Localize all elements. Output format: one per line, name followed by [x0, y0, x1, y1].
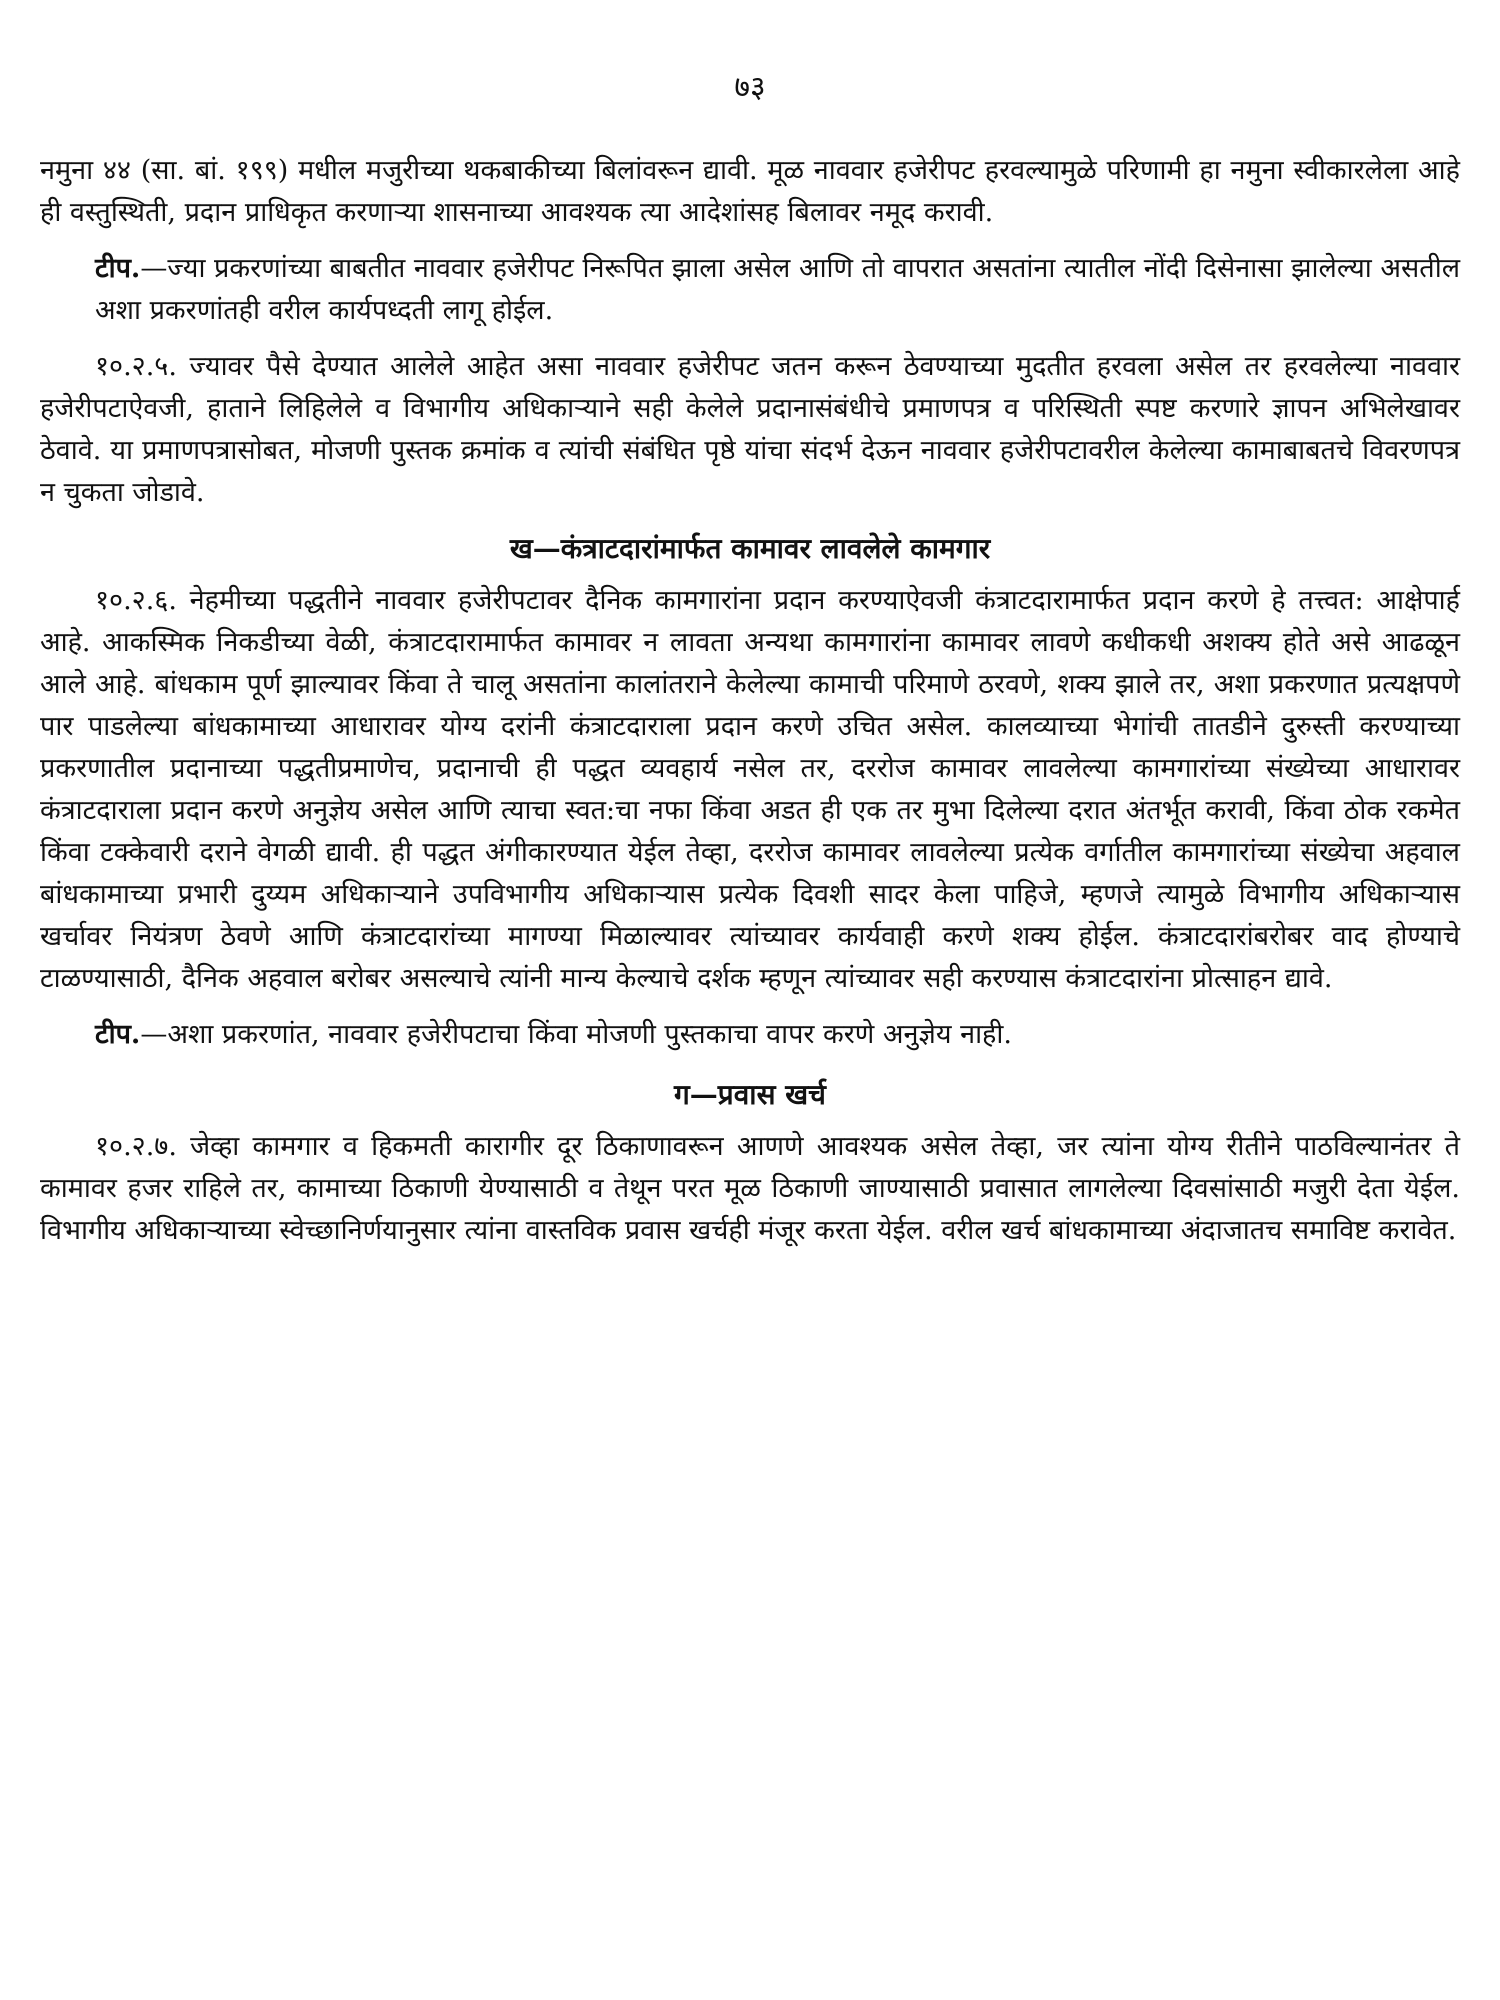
- paragraph-continuation: नमुना ४४ (सा. बां. १९९) मधील मजुरीच्या थकबाकीच्या बिलांवरून द्यावी. मूळ नाववार हजेरीपट हरवल्यामुळे परिणामी हा नमुना स्वीकारलेला आहे ही वस्तुस्थिती, प्रदान प्राधिकृत करणाऱ्या शासनाच्या आवश्यक त्या आदेशांसह बिलावर नमूद करावी.: [40, 155, 1460, 228]
- paragraph-10-2-5: १०.२.५. ज्यावर पैसे देण्यात आलेले आहेत असा नाववार हजेरीपट जतन करून ठेवण्याच्या मुदतीत हरवला असेल तर हरवलेल्या नाववार हजेरीपटाऐवजी, हाताने लिहिलेले व विभागीय अधिकाऱ्याने सही केलेले प्रदानासंबंधीचे प्रमाणपत्र व परिस्थिती स्पष्ट करणारे ज्ञापन अभिलेखावर ठेवावे. या प्रमाणपत्रासोबत, मोजणी पुस्तक क्रमांक व त्यांची संबंधित पृष्ठे यांचा संदर्भ देऊन नाववार हजेरीपटावरील केलेल्या कामाबाबतचे विवरणपत्र न चुकता जोडावे.: [40, 351, 1460, 508]
- note-2-label: टीप.: [95, 1019, 141, 1050]
- note-2-text: —अशा प्रकरणांत, नाववार हजेरीपटाचा किंवा मोजणी पुस्तकाचा वापर करणे अनुज्ञेय नाही.: [140, 1019, 1012, 1050]
- section-heading-kha: ख—कंत्राटदारांमार्फत कामावर लावलेले कामगार: [509, 532, 991, 565]
- section-heading-ga: ग—प्रवास खर्च: [674, 1078, 826, 1111]
- note-1: [40, 248, 1460, 332]
- page-content: [40, 150, 1460, 1266]
- note-1-text: —ज्या प्रकरणांच्या बाबतीत नाववार हजेरीपट निरूपित झाला असेल आणि तो वापरात असतांना त्यातील नोंदी दिसेनासा झालेल्या असतील अशा प्रकरणांतही वरील कार्यपध्दती लागू होईल.: [95, 253, 1460, 326]
- page-number: ७३: [734, 70, 766, 105]
- note-2: [40, 1014, 1460, 1056]
- note-1-label: टीप.: [95, 253, 141, 284]
- paragraph-10-2-6: १०.२.६. नेहमीच्या पद्धतीने नाववार हजेरीपटावर दैनिक कामगारांना प्रदान करण्याऐवजी कंत्राटदारामार्फत प्रदान करणे हे तत्त्वत: आक्षेपार्ह आहे. आकस्मिक निकडीच्या वेळी, कंत्राटदारामार्फत कामावर न लावता अन्यथा कामगारांना कामावर लावणे कधीकधी अशक्य होते असे आढळून आले आहे. बांधकाम पूर्ण झाल्यावर किंवा ते चालू असतांना कालांतराने केलेल्या कामाची परिमाणे ठरवणे, शक्य झाले तर, अशा प्रकरणात प्रत्यक्षपणे पार पाडलेल्या बांधकामाच्या आधारावर योग्य दरांनी कंत्राटदाराला प्रदान करणे उचित असेल. कालव्याच्या भेगांची तातडीने दुरुस्ती करण्याच्या प्रकरणातील प्रदानाच्या पद्धतीप्रमाणेच, प्रदानाची ही पद्धत व्यवहार्य नसेल तर, दररोज कामावर लावलेल्या कामगारांच्या संख्येच्या आधारावर कंत्राटदाराला प्रदान करणे अनुज्ञेय असेल आणि त्याचा स्वत:चा नफा किंवा अडत ही एक तर मुभा दिलेल्या दरात अंतर्भूत करावी, किंवा ठोक रकमेत किंवा टक्केवारी दराने वेगळी द्यावी. ही पद्धत अंगीकारण्यात येईल तेव्हा, दररोज कामावर लावलेल्या प्रत्येक वर्गातील कामगारांच्या संख्येचा अहवाल बांधकामाच्या प्रभारी दुय्यम अधिकाऱ्याने उपविभागीय अधिकाऱ्यास प्रत्येक दिवशी सादर केला पाहिजे, म्हणजे त्यामुळे विभागीय अधिकाऱ्यास खर्चावर नियंत्रण ठेवणे आणि कंत्राटदारांच्या मागण्या मिळाल्यावर त्यांच्यावर कार्यवाही करणे शक्य होईल. कंत्राटदारांबरोबर वाद होण्याचे टाळण्यासाठी, दैनिक अहवाल बरोबर असल्याचे त्यांनी मान्य केल्याचे दर्शक म्हणून त्यांच्यावर सही करण्यास कंत्राटदारांना प्रोत्साहन द्यावे.: [40, 585, 1460, 994]
- paragraph-10-2-7: १०.२.७. जेव्हा कामगार व हिकमती कारागीर दूर ठिकाणावरून आणणे आवश्यक असेल तेव्हा, जर त्यांना योग्य रीतीने पाठविल्यानंतर ते कामावर हजर राहिले तर, कामाच्या ठिकाणी येण्यासाठी व तेथून परत मूळ ठिकाणी जाण्यासाठी प्रवासात लागलेल्या दिवसांसाठी मजुरी देता येईल. विभागीय अधिकाऱ्याच्या स्वेच्छानिर्णयानुसार त्यांना वास्तविक प्रवास खर्चही मंजूर करता येईल. वरील खर्च बांधकामाच्या अंदाजातच समाविष्ट करावेत.: [40, 1131, 1460, 1246]
